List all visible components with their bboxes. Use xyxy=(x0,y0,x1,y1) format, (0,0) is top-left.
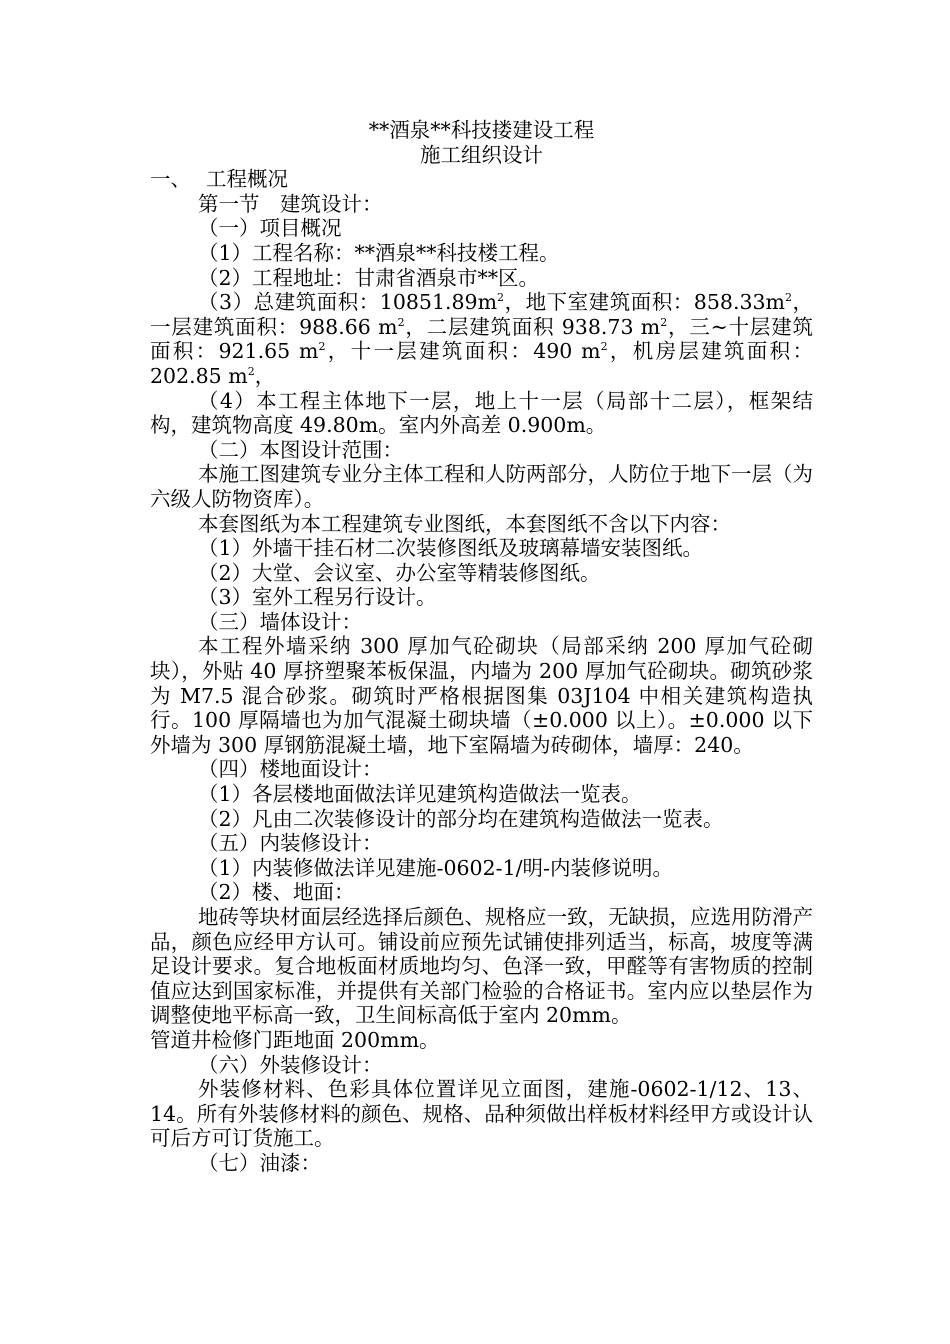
subsection-heading-6: （六）外装修设计： xyxy=(198,1052,383,1077)
structure-paragraph: （4）本工程主体地下一层，地上十一层（局部十二层），框架结构，建筑物高度 49.80m。室内外高差 0.900m。 xyxy=(150,388,813,438)
chapter-number: 一、 xyxy=(150,167,191,192)
scope-paragraph-2: 本套图纸为本工程建筑专业图纸，本套图纸不含以下内容： xyxy=(198,511,731,536)
shaft-door-paragraph: 管道井检修门距地面 200mm。 xyxy=(150,1027,440,1052)
floor-item-1: （1）各层楼地面做法详见建筑构造做法一览表。 xyxy=(198,782,642,807)
scope-item-3: （3）室外工程另行设计。 xyxy=(198,585,437,610)
subsection-heading-2: （二）本图设计范围： xyxy=(198,437,403,462)
area-paragraph: （3）总建筑面积：$10851.89m^2$，地下室建筑面积：$858.33m^2$，一层建筑面积：988.66 $m^2$，二层建筑面积 938.73 $m^2$，三~十层建筑面积：921.65 $m^2$，十一层建筑面积：490 $m^2$，机房层建筑面积：202.85 $m^2$， xyxy=(150,290,814,388)
section-heading: 第一节 建筑设计： xyxy=(198,191,383,216)
subsection-heading-4: （四）楼地面设计： xyxy=(198,757,383,782)
tile-paragraph: 地砖等块材面层经选择后颜色、规格应一致，无缺损，应选用防滑产品，颜色应经甲方认可。铺设前应预先试铺使排列适当，标高，坡度等满足设计要求。复合地板面材质地均匀、色泽一致，甲醛等有害物质的控制值应达到国家标准，并提供有关部门检验的合格证书。室内应以垫层作为调整使地平标高一致，卫生间标高低于室内 20mm。 xyxy=(150,905,813,1028)
floor-item-2: （2）凡由二次装修设计的部分均在建筑构造做法一览表。 xyxy=(198,806,724,831)
doc-title-line2: 施工组织设计 xyxy=(420,142,543,167)
scope-item-2: （2）大堂、会议室、办公室等精装修图纸。 xyxy=(198,560,601,585)
scope-item-1: （1）外墙干挂石材二次装修图纸及玻璃幕墙安装图纸。 xyxy=(198,536,704,561)
doc-title-line1: **酒泉**科技搂建设工程 xyxy=(368,118,595,142)
project-name-item: （1）工程名称：**酒泉**科技楼工程。 xyxy=(198,240,560,265)
subsection-heading-3: （三）墙体设计： xyxy=(198,609,362,634)
document-page xyxy=(150,118,813,1176)
subsection-heading-7: （七）油漆： xyxy=(198,1150,321,1175)
subsection-heading-5: （五）内装修设计： xyxy=(198,831,383,856)
exterior-paragraph: 外装修材料、色彩具体位置详见立面图，建施-0602-1/12、13、14。所有外装修材料的颜色、规格、品种须做出样板材料经甲方或设计认可后方可订货施工。 xyxy=(150,1077,813,1151)
chapter-heading xyxy=(150,167,813,192)
interior-item-2: （2）楼、地面： xyxy=(198,880,355,905)
project-address-item: （2）工程地址：甘肃省酒泉市**区。 xyxy=(198,265,540,290)
subsection-heading-1: （一）项目概况 xyxy=(198,216,342,241)
scope-paragraph-1: 本施工图建筑专业分主体工程和人防两部分，人防位于地下一层（为六级人防物资库）。 xyxy=(150,462,813,511)
interior-item-1: （1）内装修做法详见建施-0602-1/明-内装修说明。 xyxy=(198,855,673,880)
area-sup: 2 xyxy=(497,291,505,305)
chapter-label: 工程概况 xyxy=(206,167,288,192)
wall-paragraph: 本工程外墙采纳 300 厚加气砼砌块（局部采纳 200 厚加气砼砌块），外贴 40 厚挤塑聚苯板保温，内墙为 200 厚加气砼砌块。砌筑砂浆为 M7.5 混合砂浆。砌筑时严格根据图集 03J104 中相关建筑构造执行。100 厚隔墙也为加气混凝土砌块墙（±0.000 以上）。±0.000 以下外墙为 300 厚钢筋混凝土墙，地下室隔墙为砖砌体，墙厚：240。 xyxy=(150,634,813,757)
